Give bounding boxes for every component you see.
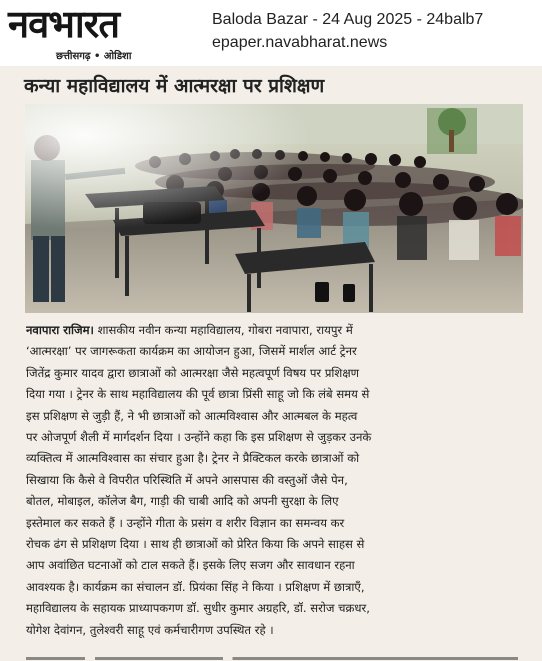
article-line: इस्तेमाल कर सकते हैं । उन्होंने गीता के प्रसंग व शरीर विज्ञान का समन्वय कर xyxy=(26,515,345,530)
masthead xyxy=(0,0,542,66)
article-line: इस प्रशिक्षण से जुड़ी हैं, ने भी छात्राओं को आत्मविश्वास और आत्मबल के महत्व xyxy=(26,408,358,423)
article-line: पर ओजपूर्ण शैली में मार्गदर्शन दिया । उन्होंने कहा कि इस प्रशिक्षण से जुड़कर उनके xyxy=(26,430,372,445)
edition-line: Baloda Bazar - 24 Aug 2025 - 24balb7 xyxy=(212,11,484,28)
article-line: जितेंद्र कुमार यादव द्वारा छात्राओं को आत्मरक्षा जैसे महत्वपूर्ण विषय पर प्रशिक्षण xyxy=(26,365,360,380)
article-line: आवश्यक है। कार्यक्रम का संचालन डॉ. प्रियंका सिंह ने किया । प्रशिक्षण में छात्राएँ, xyxy=(26,579,365,594)
article-line: व्यक्तित्व में आत्मविश्वास का संचार हुआ है। ट्रेनर ने प्रैक्टिकल करके छात्राओं को xyxy=(26,451,360,466)
logo-text: नवभारत xyxy=(8,1,119,46)
article-line-text: शासकीय नवीन कन्या महाविद्यालय, गोबरा नवापारा, रायपुर में xyxy=(93,323,353,337)
article-line: योगेश देवांगन, तुलेश्वरी साहू एवं कर्मचारीगण उपस्थित रहे । xyxy=(26,622,274,637)
article-line: महाविद्यालय के सहायक प्राध्यापकगण डॉ. सुधीर कुमार अग्रहरि, डॉ. सरोज चक्रधर, xyxy=(26,601,370,616)
article-line: बोतल, मोबाइल, कॉलेज बैग, गाड़ी की चाबी आदि को अपनी सुरक्षा के लिए xyxy=(26,494,339,509)
article-headline: कन्या महाविद्यालय में आत्मरक्षा पर प्रशिक्षण xyxy=(24,75,325,97)
article-line xyxy=(26,320,518,341)
article-line: दिया गया । ट्रेनर के साथ महाविद्यालय की पूर्व छात्रा प्रिंसी साहू जो कि लंबे समय से xyxy=(26,387,370,402)
article-dateline: नवापारा राजिम। xyxy=(26,323,94,337)
newspaper-logo xyxy=(0,0,203,66)
article-line: रोचक ढंग से प्रशिक्षण दिया । साथ ही छात्राओं को प्रेरित किया कि अपने साहस से xyxy=(26,537,365,552)
article-photo xyxy=(25,104,523,313)
next-article-cutoff xyxy=(26,652,518,661)
article-line: ‘आत्मरक्षा’ पर जागरूकता कार्यक्रम का आयोजन हुआ, जिसमें मार्शल आर्ट ट्रेनर xyxy=(26,344,357,359)
logo-regions: छत्तीसगढ़ • ओडिशा xyxy=(56,51,132,62)
article-line: आप अवांछित घटनाओं को टाल सकते हैं। इसके लिए सजग और सावधान रहना xyxy=(26,558,355,573)
epaper-site: epaper.navabharat.news xyxy=(212,34,388,51)
classroom-training-photo xyxy=(25,104,523,313)
article-line: सिखाया कि कैसे वे विपरीत परिस्थिति में अपने आसपास की वस्तुओं जैसे पेन, xyxy=(26,472,348,487)
article-body xyxy=(26,320,518,641)
